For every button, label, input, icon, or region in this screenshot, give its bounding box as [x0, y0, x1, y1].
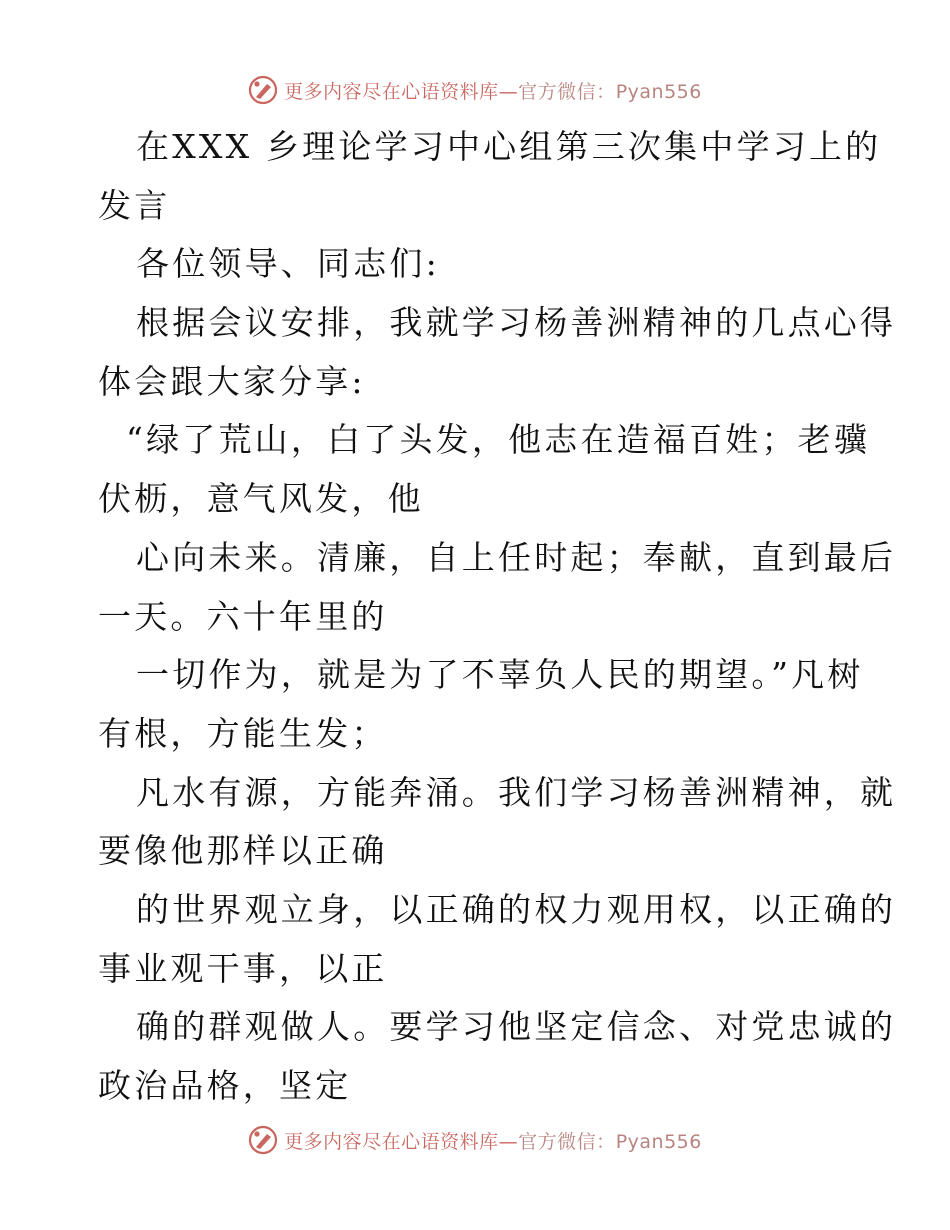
paragraph-line: 一天。六十年里的 [98, 596, 388, 636]
watermark-text: 更多内容尽在心语资料库—官方微信：Pyan556 [284, 80, 702, 103]
header-watermark [0, 70, 950, 110]
paragraph-line: 的世界观立身，以正确的权力观用权，以正确的 [136, 889, 897, 929]
paragraph-line: 根据会议安排，我就学习杨善洲精神的几点心得 [136, 303, 897, 343]
paragraph-line: “绿了荒山，白了头发，他志在造福百姓；老骥 [126, 420, 871, 460]
paragraph-line: 有根，方能生发； [98, 713, 388, 753]
salutation: 各位领导、同志们: [136, 244, 440, 284]
watermark-text: 更多内容尽在心语资料库—官方微信：Pyan556 [284, 1130, 702, 1153]
title-line-1: 在XXX 乡理论学习中心组第三次集中学习上的 [136, 127, 882, 166]
paragraph-line: 政治品格，坚定 [98, 1066, 352, 1105]
paragraph-line: 心向未来。清廉，自上任时起；奉献，直到最后 [136, 537, 897, 577]
paragraph-line: 体会跟大家分享: [98, 361, 366, 401]
paragraph-line: 要像他那样以正确 [98, 831, 388, 871]
document-body [98, 118, 897, 1116]
paragraph-line: 事业观干事，以正 [98, 948, 388, 988]
title-line-2: 发言 [98, 185, 171, 225]
paragraph-line: 凡水有源，方能奔涌。我们学习杨善洲精神，就 [136, 772, 897, 812]
pen-nib-logo-icon [248, 1125, 278, 1155]
paragraph-line: 一切作为，就是为了不辜负人民的期望。”凡树 [136, 655, 864, 695]
pen-nib-logo-icon [248, 75, 278, 105]
footer-watermark [0, 1120, 950, 1160]
paragraph-line: 确的群观做人。要学习他坚定信念、对党忠诚的 [136, 1007, 897, 1047]
paragraph-line: 伏枥，意气风发，他 [98, 479, 424, 519]
